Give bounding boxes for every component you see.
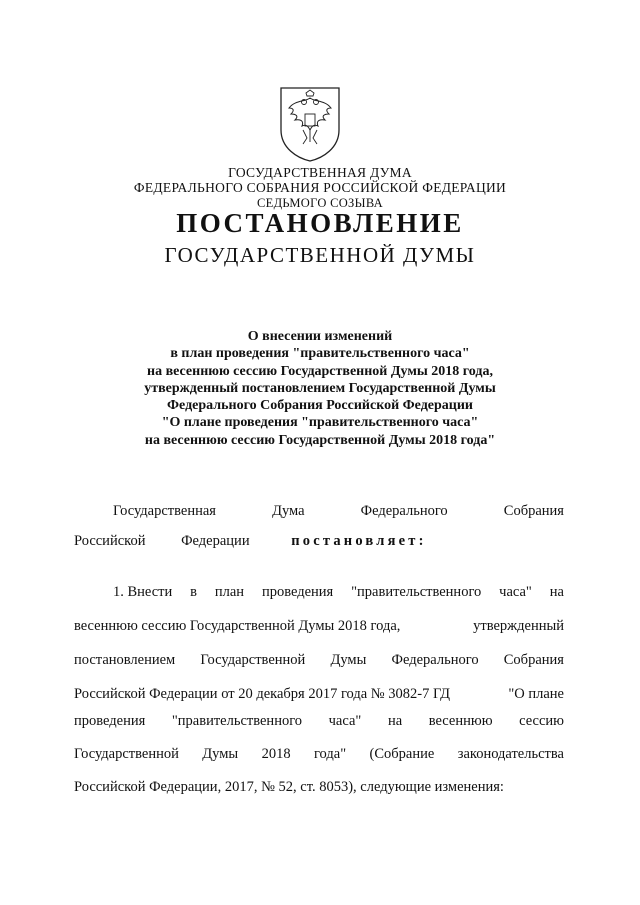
title-line: на весеннюю сессию Государственной Думы 2018 года" (144, 432, 496, 448)
title-line: "О плане проведения "правительственного часа" (161, 415, 479, 431)
text-word: план (214, 584, 245, 600)
text-word: Собрания (503, 503, 564, 519)
text-segment: Российской Федерации от 20 декабря 2017 года № 3082-7 ГД (74, 686, 450, 702)
text-word: на (549, 584, 564, 600)
text-segment: весеннюю сессию Государственной Думы 2018 года, (74, 618, 401, 634)
title-line: О внесении изменений (247, 329, 393, 344)
text-word: (Собрание (369, 746, 435, 762)
document-type-title: ПОСТАНОВЛЕНИЕ (176, 208, 464, 238)
text-word: законодательства (457, 746, 564, 762)
text-word: Государственная (113, 503, 216, 519)
text-word: часа" (499, 584, 532, 600)
text-word: 2018 (261, 746, 291, 762)
text-word: Федерального (360, 503, 448, 519)
header-parliament-name: ГОСУДАРСТВЕННАЯ ДУМА (228, 165, 412, 180)
resolution-line-2 (74, 532, 564, 550)
title-line: в план проведения "правительственного часа" (170, 346, 470, 362)
text-word: Российской (74, 533, 146, 549)
title-line: утвержденный постановлением Государственной Думы (144, 380, 496, 396)
text-word: года" (313, 746, 347, 762)
text-word: на (387, 713, 403, 729)
resolution-line-1 (113, 502, 564, 520)
resolves-spaced-word: постановляет: (291, 533, 427, 549)
russian-coat-of-arms-emblem (277, 84, 343, 162)
text-word: Дума (272, 503, 305, 519)
paragraph-1-line-6 (74, 745, 564, 763)
text-word: 1. Внести (113, 584, 173, 600)
text-word: Федерации (181, 533, 250, 549)
text-word: Государственной (200, 652, 306, 668)
text-word: проведения (261, 584, 334, 600)
text-word: в (190, 584, 197, 600)
paragraph-1-line-3 (74, 651, 564, 669)
title-line: Федерального Собрания Российской Федерации (167, 398, 473, 414)
text-word: сессию (519, 713, 564, 729)
text-word: весеннюю (428, 713, 493, 729)
text-segment: утвержденный (473, 618, 564, 634)
text-word: Федерального (391, 652, 479, 668)
text-word: постановлением (74, 652, 176, 668)
paragraph-1-line-1 (113, 583, 564, 601)
text-word: Думы (330, 652, 367, 668)
text-word: проведения (74, 713, 146, 729)
header-convocation: СЕДЬМОГО СОЗЫВА (257, 196, 383, 210)
text-word: "правительственного (171, 713, 303, 729)
header-federal-assembly: ФЕДЕРАЛЬНОГО СОБРАНИЯ РОССИЙСКОЙ ФЕДЕРАЦИИ (133, 180, 507, 195)
paragraph-1-line-7: Российской Федерации, 2017, № 52, ст. 8053), следующие изменения: (74, 779, 504, 795)
document-type-subtitle: ГОСУДАРСТВЕННОЙ ДУМЫ (164, 243, 476, 267)
text-word: Собрания (503, 652, 564, 668)
resolution-title (0, 328, 640, 449)
paragraph-1-line-5 (74, 712, 564, 730)
text-word: "правительственного (351, 584, 482, 600)
paragraph-1-line-2 (74, 617, 564, 635)
text-segment: "О плане (508, 686, 564, 702)
title-line: на весеннюю сессию Государственной Думы 2018 года, (147, 363, 493, 379)
paragraph-1-line-4 (74, 685, 564, 703)
text-word: часа" (328, 713, 362, 729)
text-word: Думы (202, 746, 239, 762)
text-word: Государственной (74, 746, 179, 762)
